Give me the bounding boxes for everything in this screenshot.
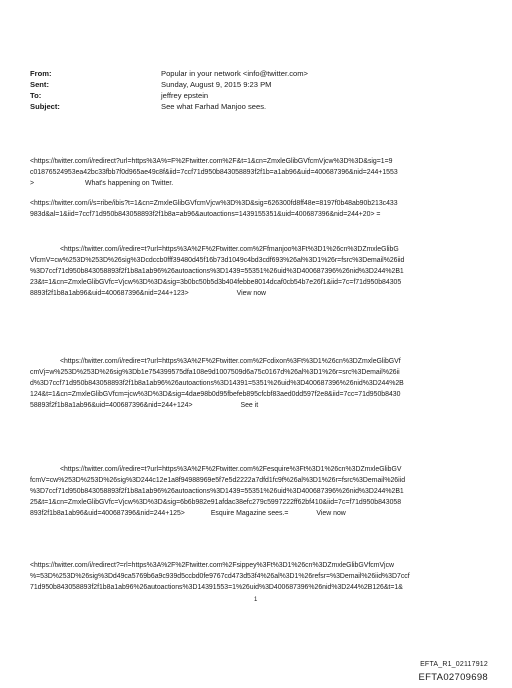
url-line: <https://twitter.com/i/s=ribe/ibis?t=1&cn=ZmxleGlibGVfcmVjcw%3D%3D&sig=626300fd8ff48e=8197f0b48ab90b213c433 xyxy=(30,200,398,207)
url-block-3 xyxy=(30,244,404,299)
url-line xyxy=(30,178,398,189)
url-line xyxy=(30,288,404,299)
bates-number-small: EFTA_R1_02117912 xyxy=(420,661,488,668)
to-row xyxy=(30,90,308,101)
url-line: %3D7ccf71d950b843058893f2f1b8a1ab96%26autoactions%3D1439=55351%26uid%3D400687396%26nid%3D244%2B1 xyxy=(30,268,404,275)
url-line: %=53D%253D%26sig%3Dd49ca5769b6a9c939d5ccbd0fe9767cd473d53f4%26al%3D1%26refsr=%3Demail%26iid%3D7ccf xyxy=(30,573,410,580)
url-block-4 xyxy=(30,356,404,411)
email-header xyxy=(30,68,308,112)
subject-row xyxy=(30,101,308,112)
url-line: 71d950b843058893f2f1b8a1ab96%26autoactions%3D14391553=1%26uid%3D400687396%26nid%3D244%2B126&t=1& xyxy=(30,584,403,591)
url-block-6 xyxy=(30,560,410,593)
url-block-2 xyxy=(30,198,398,220)
page-number: 1 xyxy=(254,597,258,603)
url-line: c01876524953ea42bc33fbb7f0d965ae49c8f&iid=7ccf71d950b843058893f2f1b=a1ab96&uid=400687396&nid=244+1553 xyxy=(30,169,398,176)
url-line: 124&t=1&cn=ZmxleGlibGVfcm=jcw%3D%3D&sig=4dae98b0d95fbefeb895cfcbf83aed0dd597f2e8&iid=7cc=71d950b8430 xyxy=(30,391,401,398)
url-tail: 8893f2f1b8a1ab96&uid=400687396&nid=244+123> xyxy=(30,290,189,297)
to-value: jeffrey epstein xyxy=(161,91,209,100)
sent-value: Sunday, August 9, 2015 9:23 PM xyxy=(161,80,272,89)
url-line xyxy=(30,400,404,411)
url-line: <https://twitter.com/i/redire=t?url=https%3A%2F%2Ftwitter.com%2Fcdixon%3Ft%3D1%26cn%3DZmxleGlibGVf xyxy=(60,358,401,365)
url-line: %3D7ccf71d950b843058893f2f1b8a1ab96%26autoactions%3D1439=55351%26uid%3D400687396%26nid%3D244%2B1 xyxy=(30,488,404,495)
url-line: fcmV=cw%253D%253D%26sig%3D244c12e1a8f94988969e5f7e5d2222a7dfd1fc9f%26al%3D1%26r=fsrc%3Demail%26iid xyxy=(30,477,406,484)
url-line: d%3D7ccf71d950b843058893f2f1b8a1ab96%26autoactions%3D14391=5351%26uid%3D400687396%26nid%3D244%2B xyxy=(30,380,404,387)
esquire-text: Esquire Magazine sees.= xyxy=(210,510,289,517)
url-line: 23&t=1&cn=ZmxleGlibGVfc=Vjcw%3D%3D&sig=3b0bc50b5d3b404febbe8014dcaf0cb54b7e26f1&iid=7c=f71d950b84305 xyxy=(30,279,402,286)
subject-label: Subject: xyxy=(30,102,60,111)
url-line: 983d&al=1&iid=7ccf71d950b843058893f2f1b8a=ab96&autoactions=1439155351&uid=400687396&nid=244+20> = xyxy=(30,211,381,218)
sent-label: Sent: xyxy=(30,80,49,89)
from-row xyxy=(30,68,308,79)
bates-number-large: EFTA02709698 xyxy=(418,672,488,683)
to-label: To: xyxy=(30,91,42,100)
sent-row xyxy=(30,79,308,90)
subject-value: See what Farhad Manjoo sees. xyxy=(161,102,267,111)
url-tail: 58893f2f1b8a1ab96&uid=400687396&nid=244+124> xyxy=(30,402,193,409)
from-label: From: xyxy=(30,69,52,78)
see-it-link[interactable]: See it xyxy=(240,402,259,409)
whats-happening-link[interactable]: What's happening on Twitter. xyxy=(85,180,174,187)
url-line xyxy=(30,508,405,519)
view-now-link[interactable]: View now xyxy=(236,290,267,297)
url-line: cmVj=w%253D%253D%26sig%3Db1e754399575dfa108e9d1007509d6a75c0167d%26al%3D1%26r=src%3Demail%26ii xyxy=(30,369,400,376)
url-tail: 893f2f1b8a1ab96&uid=400687396&nid=244+125> xyxy=(30,510,185,517)
from-value: Popular in your network <info@twitter.com> xyxy=(161,69,308,78)
url-line: <https://twitter.com/i/redirect?=rl=https%3A%2F%2Ftwitter.com%2Fsippey%3Ft%3D1%26cn%3DZmxleGlibGVfcmVjcw xyxy=(30,562,394,569)
url-line: 25&t=1&cn=ZmxleGlibGVfc=Vjcw%3D%3D&sig=6b6b982e91afdac38efc279c5997222ff62bf410&iid=7c=f71d950b843058 xyxy=(30,499,402,506)
url-line: VfcmV=cw%253D%253D%26sig%3Dcdccb0fff39480d45f16b73d1049c4bd3cdf693%26al%3D1%26r=fsrc%3Demail%26iid xyxy=(30,257,405,264)
url-tail: > xyxy=(30,180,35,187)
url-block-5 xyxy=(30,464,405,519)
url-block-1 xyxy=(30,156,398,189)
url-line: <https://twitter.com/i/redire=t?url=https%3A%2F%2Ftwitter.com%2Ffmanjoo%3Ft%3D1%26cn%3DZmxleGlibG xyxy=(60,246,399,253)
url-line: <https://twitter.com/i/redire=t?url=https%3A%2F%2Ftwitter.com%2Fesquire%3Ft%3D1%26cn%3DZmxleGlibGV xyxy=(60,466,402,473)
view-now-link[interactable]: View now xyxy=(316,510,346,517)
url-line: <https://twitter.com/i/redirect?url=https%3A%=F%2Ftwitter.com%2F&t=1&cn=ZmxleGlibGVfcmVjcw%3D%3D&sig=1=9 xyxy=(30,158,393,165)
